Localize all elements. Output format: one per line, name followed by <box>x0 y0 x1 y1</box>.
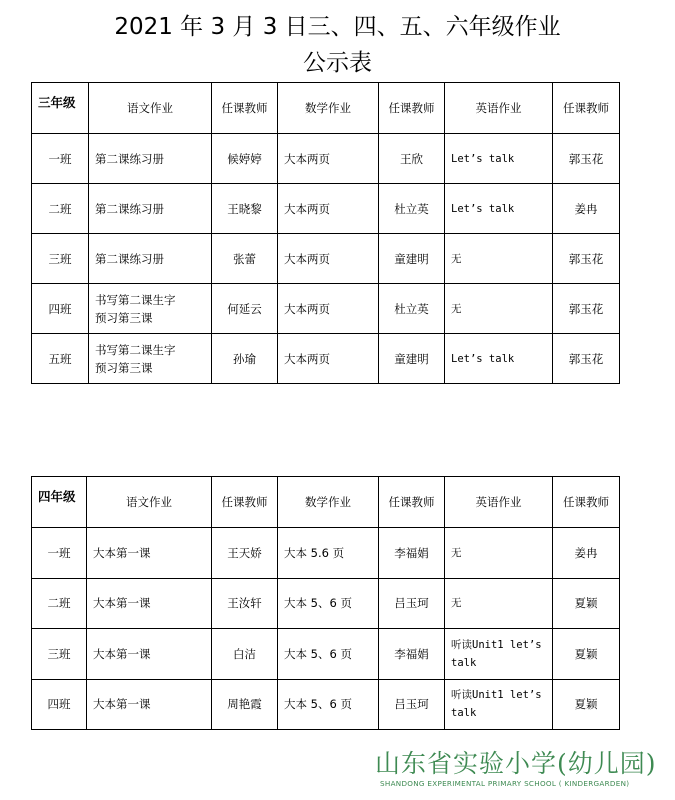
chinese-homework-line: 大本第一课 <box>93 545 151 560</box>
english-homework-line: 无 <box>451 597 462 610</box>
math-homework: 大本两页 <box>278 234 379 284</box>
table-row <box>32 629 620 680</box>
english-teacher: 郭玉花 <box>553 334 620 384</box>
table-row <box>32 184 620 234</box>
chinese-teacher: 白洁 <box>212 629 278 680</box>
chinese-homework-line: 第二课练习册 <box>95 201 164 216</box>
english-homework <box>445 184 553 234</box>
column-header: 语文作业 <box>87 477 212 528</box>
english-homework-line: 无 <box>451 252 462 265</box>
math-teacher: 王欣 <box>379 134 445 184</box>
column-header: 任课教师 <box>212 477 278 528</box>
english-homework-line: 听读Unit1 let’s <box>451 638 542 651</box>
math-homework: 大本 5.6 页 <box>278 528 379 579</box>
english-teacher: 郭玉花 <box>553 284 620 334</box>
chinese-homework-line: 大本第一课 <box>93 697 151 712</box>
english-homework-line: 无 <box>451 302 462 315</box>
chinese-teacher: 孙瑜 <box>212 334 278 384</box>
english-homework-line: Let’s talk <box>451 152 515 165</box>
table-row <box>32 134 620 184</box>
english-teacher: 姜冉 <box>553 528 620 579</box>
table-row <box>32 284 620 334</box>
chinese-homework <box>89 184 212 234</box>
class-name: 一班 <box>32 134 89 184</box>
chinese-teacher: 周艳霞 <box>212 679 278 730</box>
chinese-teacher: 王天娇 <box>212 528 278 579</box>
chinese-homework-line: 预习第三课 <box>95 360 153 375</box>
grade-label: 三年级 <box>32 83 89 134</box>
english-teacher: 姜冉 <box>553 184 620 234</box>
english-homework-line: 听读Unit1 let’s <box>451 689 542 702</box>
chinese-homework-line: 大本第一课 <box>93 646 151 661</box>
english-teacher: 郭玉花 <box>553 134 620 184</box>
math-teacher: 杜立英 <box>379 284 445 334</box>
chinese-homework-line: 大本第一课 <box>93 596 151 611</box>
chinese-homework <box>89 134 212 184</box>
math-teacher: 童建明 <box>379 334 445 384</box>
column-header: 数学作业 <box>278 477 379 528</box>
column-header: 英语作业 <box>445 477 553 528</box>
english-teacher: 夏颖 <box>553 629 620 680</box>
grade4-table-body <box>32 477 620 730</box>
math-teacher: 吕玉珂 <box>379 578 445 629</box>
english-homework-line: 无 <box>451 546 462 559</box>
chinese-homework <box>87 578 212 629</box>
chinese-homework <box>87 679 212 730</box>
table-row <box>32 234 620 284</box>
column-header: 任课教师 <box>379 83 445 134</box>
english-homework-line: Let’s talk <box>451 202 515 215</box>
math-teacher: 杜立英 <box>379 184 445 234</box>
grade3-homework-table <box>31 82 620 384</box>
school-logo-english: SHANDONG EXPERIMENTAL PRIMARY SCHOOL ( KINDERGARDEN) <box>380 779 630 788</box>
english-teacher: 郭玉花 <box>553 234 620 284</box>
english-homework <box>445 234 553 284</box>
chinese-homework <box>89 234 212 284</box>
chinese-teacher: 王晓黎 <box>212 184 278 234</box>
chinese-homework <box>87 528 212 579</box>
english-homework <box>445 528 553 579</box>
math-teacher: 吕玉珂 <box>379 679 445 730</box>
page-title: 2021 年 3 月 3 日三、四、五、六年级作业 <box>114 14 561 40</box>
column-header: 数学作业 <box>278 83 379 134</box>
english-homework-line: talk <box>451 707 477 720</box>
english-teacher: 夏颖 <box>553 679 620 730</box>
column-header: 英语作业 <box>445 83 553 134</box>
chinese-teacher: 王汝轩 <box>212 578 278 629</box>
grade3-table-body <box>32 83 620 384</box>
class-name: 四班 <box>32 679 87 730</box>
math-teacher: 童建明 <box>379 234 445 284</box>
class-name: 二班 <box>32 184 89 234</box>
english-homework <box>445 679 553 730</box>
math-homework: 大本两页 <box>278 284 379 334</box>
math-homework: 大本 5、6 页 <box>278 578 379 629</box>
chinese-homework <box>89 334 212 384</box>
table-row <box>32 578 620 629</box>
english-teacher: 夏颖 <box>553 578 620 629</box>
class-name: 一班 <box>32 528 87 579</box>
page-subtitle: 公示表 <box>303 50 372 76</box>
table-header-row <box>32 477 620 528</box>
english-homework <box>445 134 553 184</box>
school-logo-chinese: 山东省实验小学(幼儿园) <box>375 749 657 778</box>
table-row <box>32 679 620 730</box>
english-homework <box>445 578 553 629</box>
class-name: 二班 <box>32 578 87 629</box>
chinese-homework-line: 书写第二课生字 <box>95 342 176 357</box>
chinese-homework <box>87 629 212 680</box>
class-name: 三班 <box>32 234 89 284</box>
table-row <box>32 334 620 384</box>
math-homework: 大本两页 <box>278 134 379 184</box>
chinese-teacher: 候婷婷 <box>212 134 278 184</box>
column-header: 任课教师 <box>379 477 445 528</box>
chinese-teacher: 何延云 <box>212 284 278 334</box>
chinese-homework-line: 预习第三课 <box>95 310 153 325</box>
chinese-homework-line: 第二课练习册 <box>95 151 164 166</box>
math-homework: 大本两页 <box>278 184 379 234</box>
english-homework <box>445 284 553 334</box>
chinese-homework <box>89 284 212 334</box>
table-row <box>32 528 620 579</box>
column-header: 任课教师 <box>553 83 620 134</box>
math-homework: 大本 5、6 页 <box>278 679 379 730</box>
english-homework <box>445 334 553 384</box>
column-header: 任课教师 <box>212 83 278 134</box>
column-header: 语文作业 <box>89 83 212 134</box>
class-name: 四班 <box>32 284 89 334</box>
math-homework: 大本两页 <box>278 334 379 384</box>
chinese-teacher: 张蕾 <box>212 234 278 284</box>
english-homework <box>445 629 553 680</box>
math-teacher: 李福娟 <box>379 528 445 579</box>
table-header-row <box>32 83 620 134</box>
chinese-homework-line: 第二课练习册 <box>95 251 164 266</box>
math-teacher: 李福娟 <box>379 629 445 680</box>
chinese-homework-line: 书写第二课生字 <box>95 292 176 307</box>
grade4-homework-table <box>31 476 620 730</box>
column-header: 任课教师 <box>553 477 620 528</box>
math-homework: 大本 5、6 页 <box>278 629 379 680</box>
english-homework-line: talk <box>451 656 477 669</box>
grade-label: 四年级 <box>32 477 87 528</box>
class-name: 三班 <box>32 629 87 680</box>
english-homework-line: Let’s talk <box>451 352 515 365</box>
class-name: 五班 <box>32 334 89 384</box>
